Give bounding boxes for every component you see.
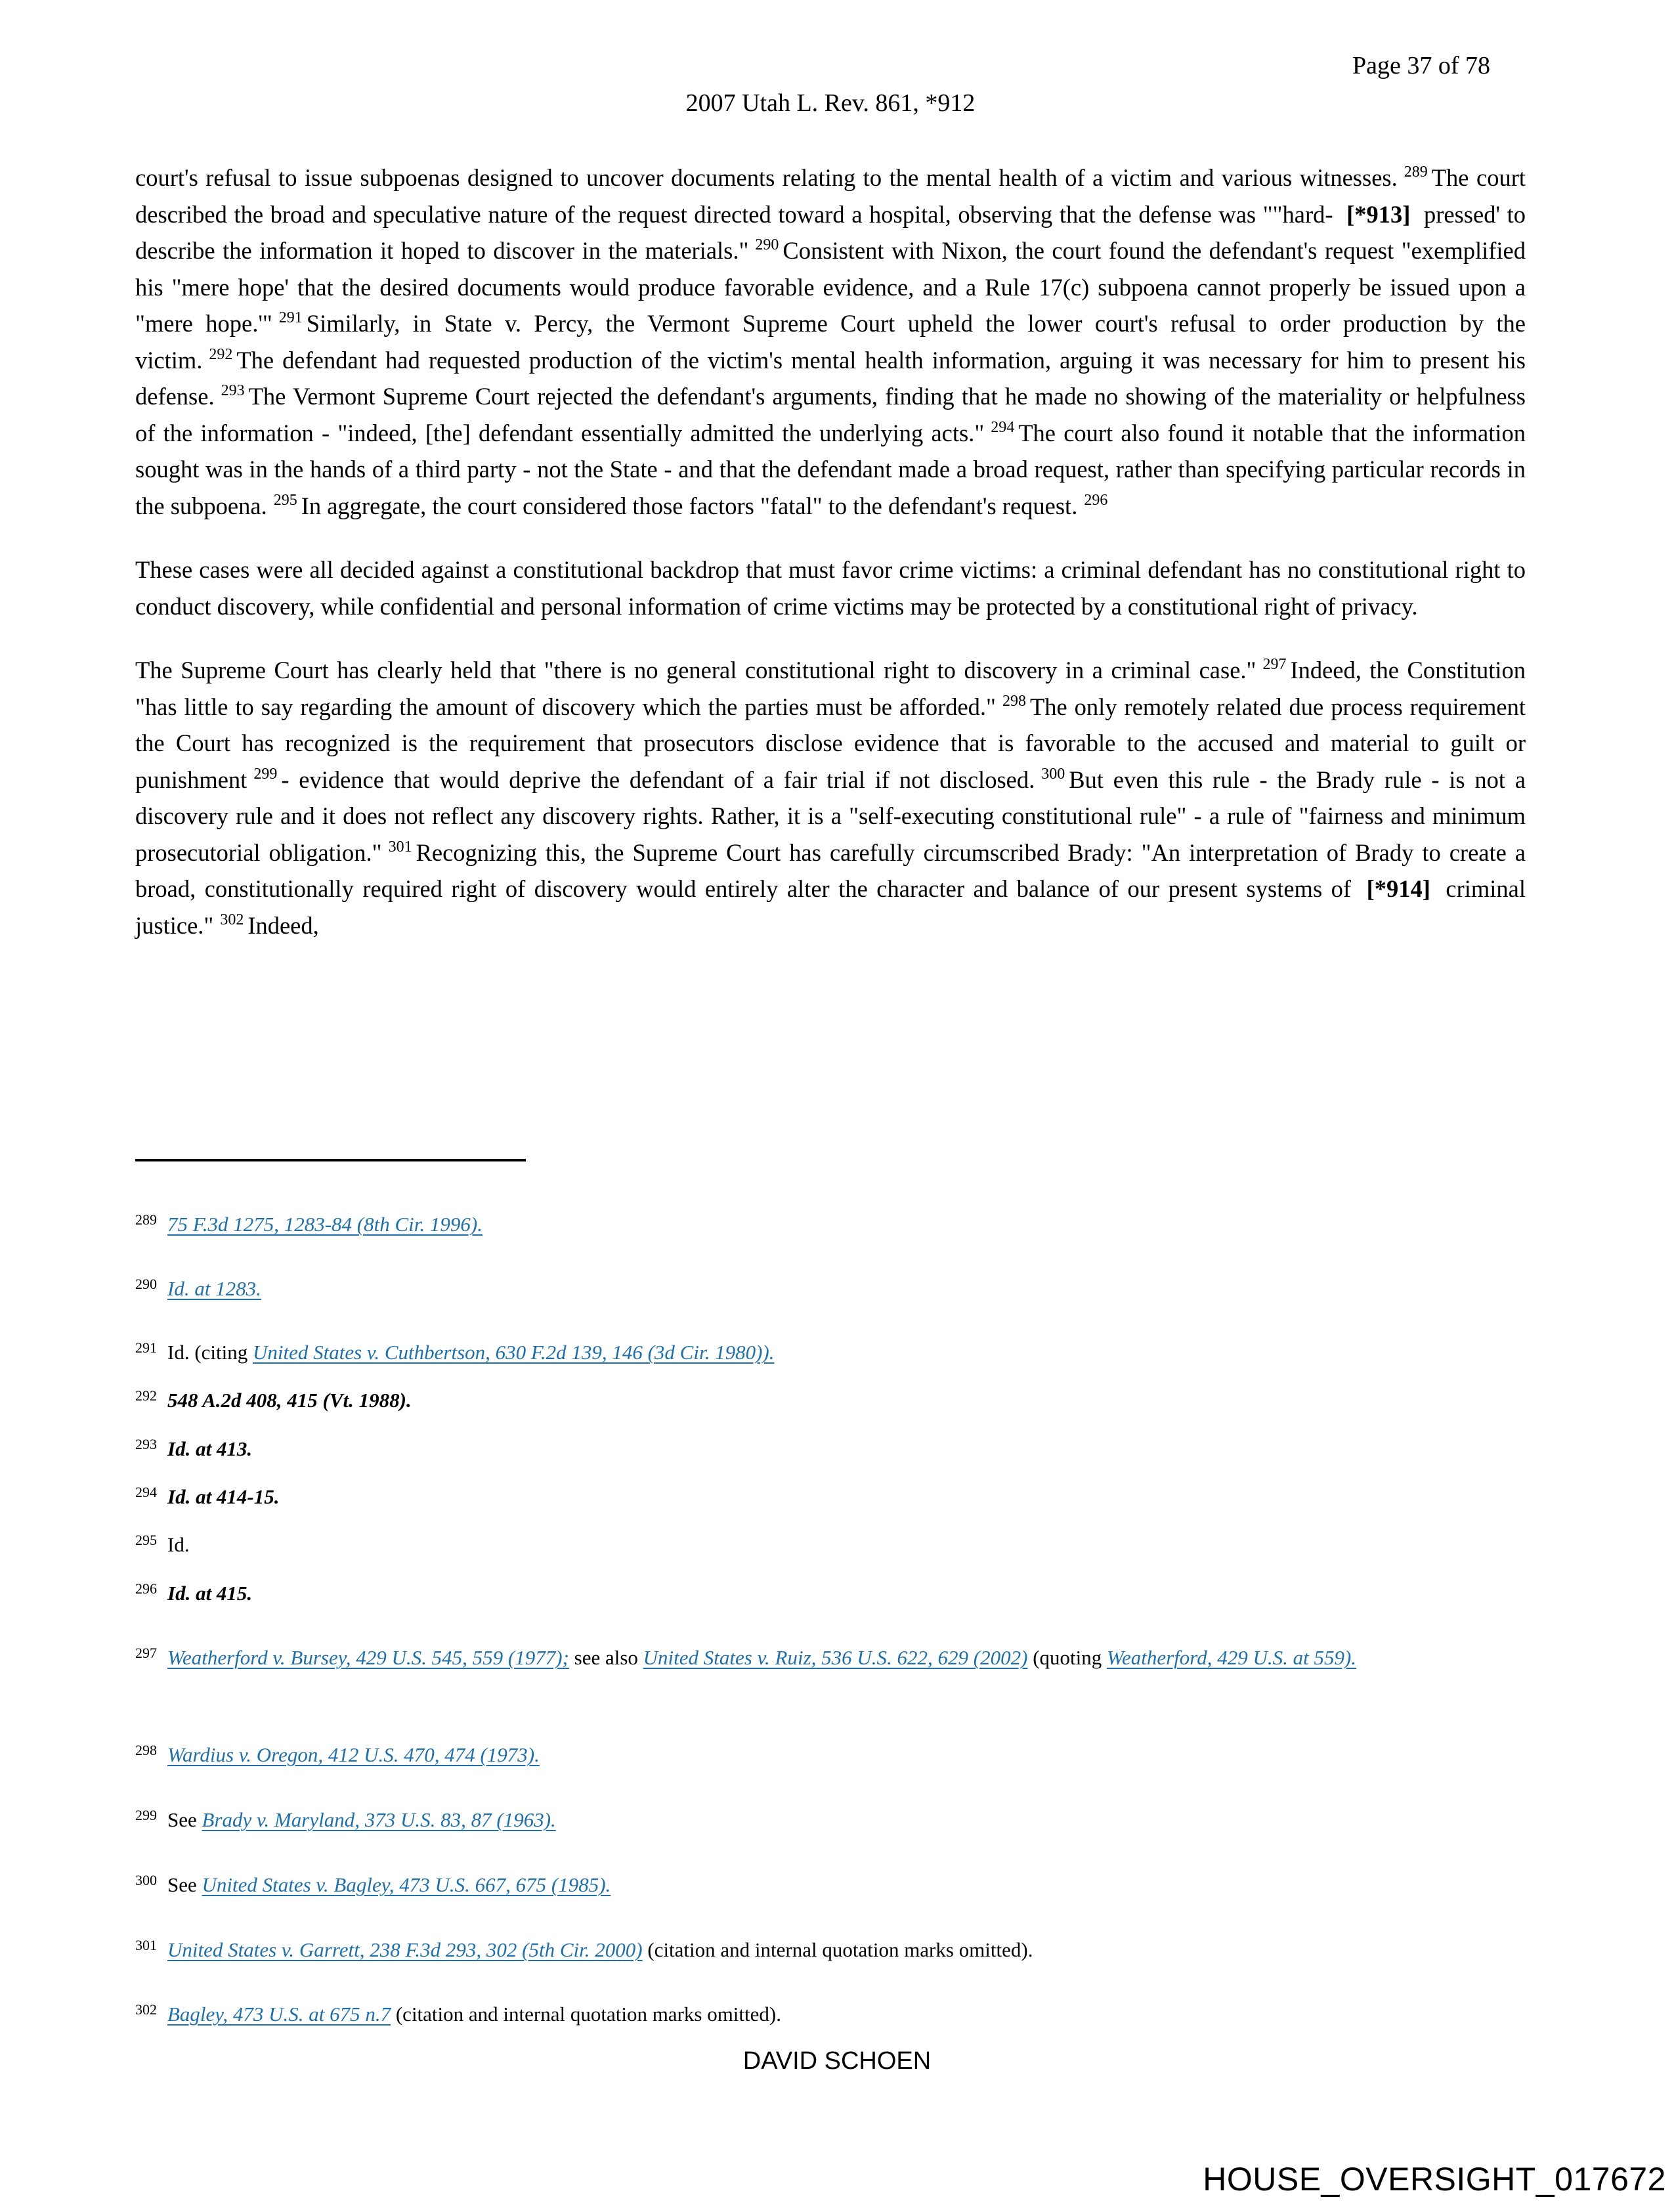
footnote-298: [135, 1739, 1526, 1773]
footnote-text: See: [167, 1808, 202, 1831]
body-text-run: Similarly, in State v. Percy, the Vermont Supreme Court upheld the lower court's refusal to order production by the victim.: [135, 310, 1526, 374]
footnote-297: [135, 1641, 1526, 1676]
body-paragraph: [135, 160, 1526, 524]
footnote-301: [135, 1934, 1526, 1968]
citation-link[interactable]: Bagley, 473 U.S. at 675 n.7: [167, 2003, 391, 2026]
body-text-run: The Vermont Supreme Court rejected the defendant's arguments, finding that he made no showing of the materiality or helpfulness of the information - "indeed, [the] defendant essentially admitted the underlying acts.": [135, 383, 1526, 446]
footnote-reference[interactable]: 294: [991, 418, 1015, 436]
footnote-299: [135, 1804, 1526, 1838]
footnote-294: [135, 1481, 1526, 1515]
footnote-reference[interactable]: 289: [1404, 163, 1428, 181]
footnote-number: 293: [135, 1436, 157, 1452]
citation-text: Id. at 413.: [167, 1437, 253, 1460]
body-text-run: pressed' to describe the information it hoped to discover in the materials.": [135, 200, 1526, 264]
footnote-reference[interactable]: 299: [253, 765, 278, 783]
body-text-run: Recognizing this, the Supreme Court has carefully circumscribed Brady: "An interpretation of Brady to create a broad, constitutionally required right of discovery would entirely alter the character and balance of our present systems of: [135, 838, 1526, 902]
footnote-reference[interactable]: 290: [755, 236, 779, 253]
footnote-text: (citation and internal quotation marks omitted).: [391, 2003, 781, 2026]
citation-link[interactable]: United States v. Garrett, 238 F.3d 293, 302 (5th Cir. 2000): [167, 1938, 643, 1961]
footnote-text: See: [167, 1873, 202, 1896]
footnote-text: Id. (citing: [167, 1341, 253, 1364]
star-page-marker: [*914]: [1366, 875, 1430, 902]
body-text-run: The only remotely related due process requirement the Court has recognized is the requirement that prosecutors disclose evidence that is favorable to the accused and material to guilt or punishment: [135, 693, 1526, 793]
footnote-300: [135, 1869, 1526, 1903]
citation-link[interactable]: 75 F.3d 1275, 1283-84 (8th Cir. 1996).: [167, 1213, 483, 1236]
footnote-reference[interactable]: 295: [273, 491, 297, 509]
footnote-number: 292: [135, 1387, 157, 1404]
body-text-run: - evidence that would deprive the defendant of a fair trial if not disclosed.: [281, 766, 1035, 793]
footnote-291: [135, 1336, 1526, 1371]
body-text: [135, 160, 1526, 971]
footnote-number: 290: [135, 1276, 157, 1292]
citation-link[interactable]: Weatherford v. Bursey, 429 U.S. 545, 559 (1977);: [167, 1646, 569, 1669]
footnote-reference[interactable]: 291: [278, 309, 303, 326]
footnote-number: 291: [135, 1339, 157, 1356]
citation-link[interactable]: Id. at 1283.: [167, 1277, 261, 1300]
body-text-run: But even this rule - the Brady rule - is not a discovery rule and it does not reflect any discovery rights. Rather, it is a "self-executing constitutional rule" - a rule of "fairness and minimum prosecutorial obligation.": [135, 766, 1526, 866]
page-indicator: Page 37 of 78: [1352, 52, 1491, 79]
citation-link[interactable]: Wardius v. Oregon, 412 U.S. 470, 474 (1973).: [167, 1743, 540, 1766]
footnote-text: Id.: [167, 1533, 190, 1556]
body-paragraph: [135, 652, 1526, 943]
footnote-293: [135, 1433, 1526, 1467]
body-text-run: Consistent with Nixon, the court found the defendant's request "exemplified his "mere hope' that the desired documents would produce favorable evidence, and a Rule 17(c) subpoena cannot properly be issued upon a "mere hope.'": [135, 237, 1526, 337]
footnote-number: 301: [135, 1937, 157, 1953]
footnote-number: 299: [135, 1807, 157, 1823]
bates-number: HOUSE_OVERSIGHT_017672: [1203, 2161, 1666, 2198]
running-head-citation: 2007 Utah L. Rev. 861, *912: [685, 89, 976, 117]
footnote-number: 289: [135, 1211, 157, 1228]
footnote-292: [135, 1384, 1526, 1419]
footnote-text: (quoting: [1027, 1646, 1107, 1669]
citation-link[interactable]: United States v. Cuthbertson, 630 F.2d 139, 146 (3d Cir. 1980)).: [253, 1341, 775, 1364]
footnote-296: [135, 1577, 1526, 1612]
citation-text: Id. at 415.: [167, 1582, 253, 1605]
body-text-run: Indeed, the Constitution "has little to say regarding the amount of discovery which the parties must be afforded.": [135, 657, 1526, 720]
footnote-302: [135, 1998, 1526, 2033]
footnote-290: [135, 1272, 1526, 1307]
footnote-reference[interactable]: 302: [220, 911, 244, 928]
body-text-run: criminal justice.": [135, 875, 1526, 939]
body-text-run: The court described the broad and speculative nature of the request directed toward a hospital, observing that the defense was ""hard-: [135, 164, 1526, 228]
footnote-reference[interactable]: 298: [1002, 692, 1026, 710]
footnote-number: 302: [135, 2001, 157, 2018]
footnote-text: (citation and internal quotation marks omitted).: [642, 1938, 1033, 1961]
body-text-run: Indeed,: [247, 911, 319, 939]
footnote-295: [135, 1529, 1526, 1563]
body-text-run: court's refusal to issue subpoenas designed to uncover documents relating to the mental health of a victim and various witnesses.: [135, 164, 1398, 191]
body-text-run: The court also found it notable that the information sought was in the hands of a third party - not the State - and that the defendant made a broad request, rather than specifying particular records in the subpoena.: [135, 419, 1526, 519]
body-paragraph: [135, 552, 1526, 624]
footnote-number: 298: [135, 1742, 157, 1758]
star-page-marker: [*913]: [1346, 200, 1411, 228]
footnote-reference[interactable]: 297: [1262, 656, 1287, 673]
body-text-run: In aggregate, the court considered those factors "fatal" to the defendant's request.: [301, 492, 1078, 519]
footnote-289: [135, 1208, 1526, 1243]
footnote-separator: [135, 1159, 526, 1161]
footnote-reference[interactable]: 292: [209, 345, 233, 363]
citation-text: 548 A.2d 408, 415 (Vt. 1988).: [167, 1389, 412, 1412]
footer-author: DAVID SCHOEN: [742, 2047, 932, 2075]
body-text-run: These cases were all decided against a constitutional backdrop that must favor crime victims: a criminal defendant has no constitutional right to conduct discovery, while confidential and personal information of crime victims may be protected by a constitutional right of privacy.: [135, 556, 1526, 620]
footnote-reference[interactable]: 293: [221, 382, 245, 399]
footnote-number: 296: [135, 1580, 157, 1597]
body-text-run: The defendant had requested production of the victim's mental health information, arguing it was necessary for him to present his defense.: [135, 346, 1526, 410]
body-text-run: The Supreme Court has clearly held that "there is no general constitutional right to discovery in a criminal case.": [135, 657, 1256, 683]
citation-link[interactable]: Weatherford, 429 U.S. at 559).: [1107, 1646, 1357, 1669]
footnote-number: 294: [135, 1484, 157, 1500]
footnote-reference[interactable]: 300: [1041, 765, 1065, 783]
footnote-number: 300: [135, 1872, 157, 1888]
citation-link[interactable]: Brady v. Maryland, 373 U.S. 83, 87 (1963).: [202, 1808, 556, 1831]
footnote-reference[interactable]: 301: [388, 838, 412, 856]
footnote-number: 295: [135, 1532, 157, 1548]
footnote-text: see also: [569, 1646, 643, 1669]
citation-link[interactable]: United States v. Bagley, 473 U.S. 667, 675 (1985).: [202, 1873, 611, 1896]
citation-link[interactable]: United States v. Ruiz, 536 U.S. 622, 629 (2002): [643, 1646, 1028, 1669]
citation-text: Id. at 414-15.: [167, 1485, 280, 1508]
footnote-reference[interactable]: 296: [1084, 491, 1108, 509]
footnote-number: 297: [135, 1645, 157, 1661]
